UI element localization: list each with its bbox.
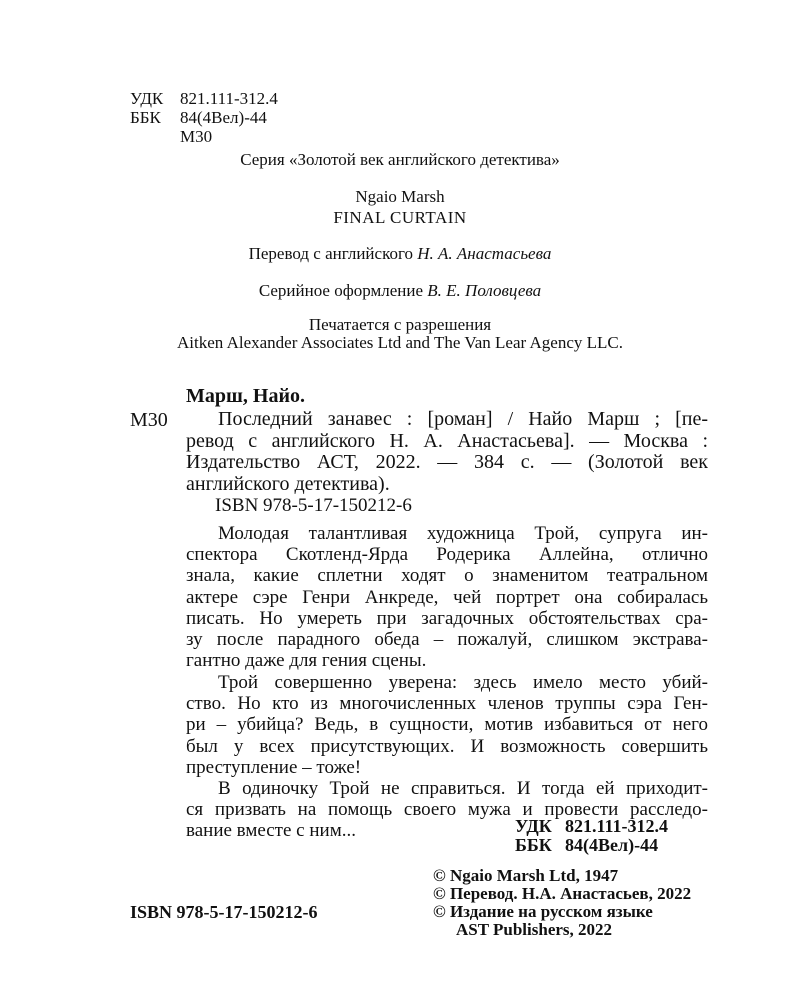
bbk-bold-line bbox=[515, 835, 658, 856]
annotation-line: ри – убийца? Ведь, в сущности, мотив избавиться от него bbox=[186, 714, 708, 736]
design-prefix: Серийное оформление bbox=[258, 281, 424, 300]
annotation-line: преступление – тоже! bbox=[186, 756, 362, 778]
author-mark: М30 bbox=[180, 127, 213, 146]
annotation-paragraph-1 bbox=[186, 523, 708, 671]
translation-line bbox=[0, 244, 800, 264]
card-mark: М30 bbox=[130, 409, 168, 431]
annotation-line: писать. Но умереть при загадочных обстоятельствах сра- bbox=[186, 607, 708, 629]
card-line: Последний занавес : [роман] / Найо Марш ; [пе- bbox=[218, 408, 708, 430]
udk-line bbox=[130, 89, 278, 109]
udk-label: УДК bbox=[130, 89, 164, 108]
udk-value: 821.111-312.4 bbox=[180, 89, 278, 108]
isbn-bottom: ISBN 978-5-17-150212-6 bbox=[130, 902, 318, 922]
bbk-label: ББК bbox=[130, 108, 161, 127]
original-author: Ngaio Marsh bbox=[355, 187, 445, 206]
bbk-bold-label: ББК bbox=[515, 835, 552, 855]
card-isbn: ISBN 978-5-17-150212-6 bbox=[215, 495, 412, 516]
card-line: английского детектива). bbox=[186, 472, 390, 495]
card-heading: Марш, Найо. bbox=[186, 385, 305, 407]
annotation-line: знала, какие сплетни ходят о знаменитом театральном bbox=[186, 565, 708, 587]
translation-prefix: Перевод с английского bbox=[248, 244, 414, 263]
bbk-line bbox=[130, 108, 267, 128]
bbk-value: 84(4Вел)-44 bbox=[180, 108, 267, 127]
annotation-paragraph-2 bbox=[186, 672, 708, 778]
card-line: ревод с английского Н. А. Анастасьева]. — Москва : bbox=[186, 429, 708, 452]
copyright-line: © Ngaio Marsh Ltd, 1947 bbox=[433, 866, 619, 885]
copyright-line: AST Publishers, 2022 bbox=[456, 920, 613, 939]
bbk-bold-value: 84(4Вел)-44 bbox=[565, 835, 659, 855]
annotation-line: Молодая талантливая художница Трой, супруга ин- bbox=[218, 523, 708, 544]
design-line bbox=[0, 281, 800, 301]
udk-bold-value: 821.111-312.4 bbox=[565, 816, 669, 836]
annotation-line: гантно даже для гения сцены. bbox=[186, 650, 427, 672]
annotation-line: ся призвать на помощь своего мужа и провести расследо- bbox=[186, 799, 708, 821]
copyright-line: © Издание на русском языке bbox=[433, 902, 653, 921]
series-line: Серия «Золотой век английского детектива» bbox=[240, 150, 560, 169]
udk-bold-label: УДК bbox=[515, 816, 552, 836]
permission-line-2: Aitken Alexander Associates Ltd and The Van Lear Agency LLC. bbox=[177, 333, 623, 352]
annotation-line: Трой совершенно уверена: здесь имело место убий- bbox=[218, 672, 708, 693]
translator-name: Н. А. Анастасьева bbox=[417, 244, 552, 263]
annotation-line: спектора Скотленд-Ярда Родерика Аллейна, отлично bbox=[186, 544, 708, 566]
designer-name: В. Е. Половцева bbox=[427, 281, 542, 300]
annotation-line: В одиночку Трой не справиться. И тогда ей приходит- bbox=[218, 778, 708, 799]
original-title: FINAL CURTAIN bbox=[333, 208, 467, 227]
udk-bold-line bbox=[515, 816, 668, 837]
annotation-line: актере сэре Генри Анкреде, чей портрет она собиралась bbox=[186, 586, 708, 608]
card-line: Издательство АСТ, 2022. — 384 с. — (Золотой век bbox=[186, 451, 708, 473]
annotation-line: вание вместе с ним... bbox=[186, 820, 356, 842]
permission-line-1: Печатается с разрешения bbox=[308, 315, 492, 334]
card-description bbox=[186, 409, 708, 495]
annotation-line: зу после парадного обеда – пожалуй, слишком экстрава- bbox=[186, 629, 708, 651]
annotation-line: был у всех присутствующих. И возможность совершить bbox=[186, 735, 708, 757]
annotation-line: ство. Но кто из многочисленных членов труппы сэра Ген- bbox=[186, 693, 708, 715]
copyright-line: © Перевод. Н.А. Анастасьев, 2022 bbox=[433, 884, 692, 903]
